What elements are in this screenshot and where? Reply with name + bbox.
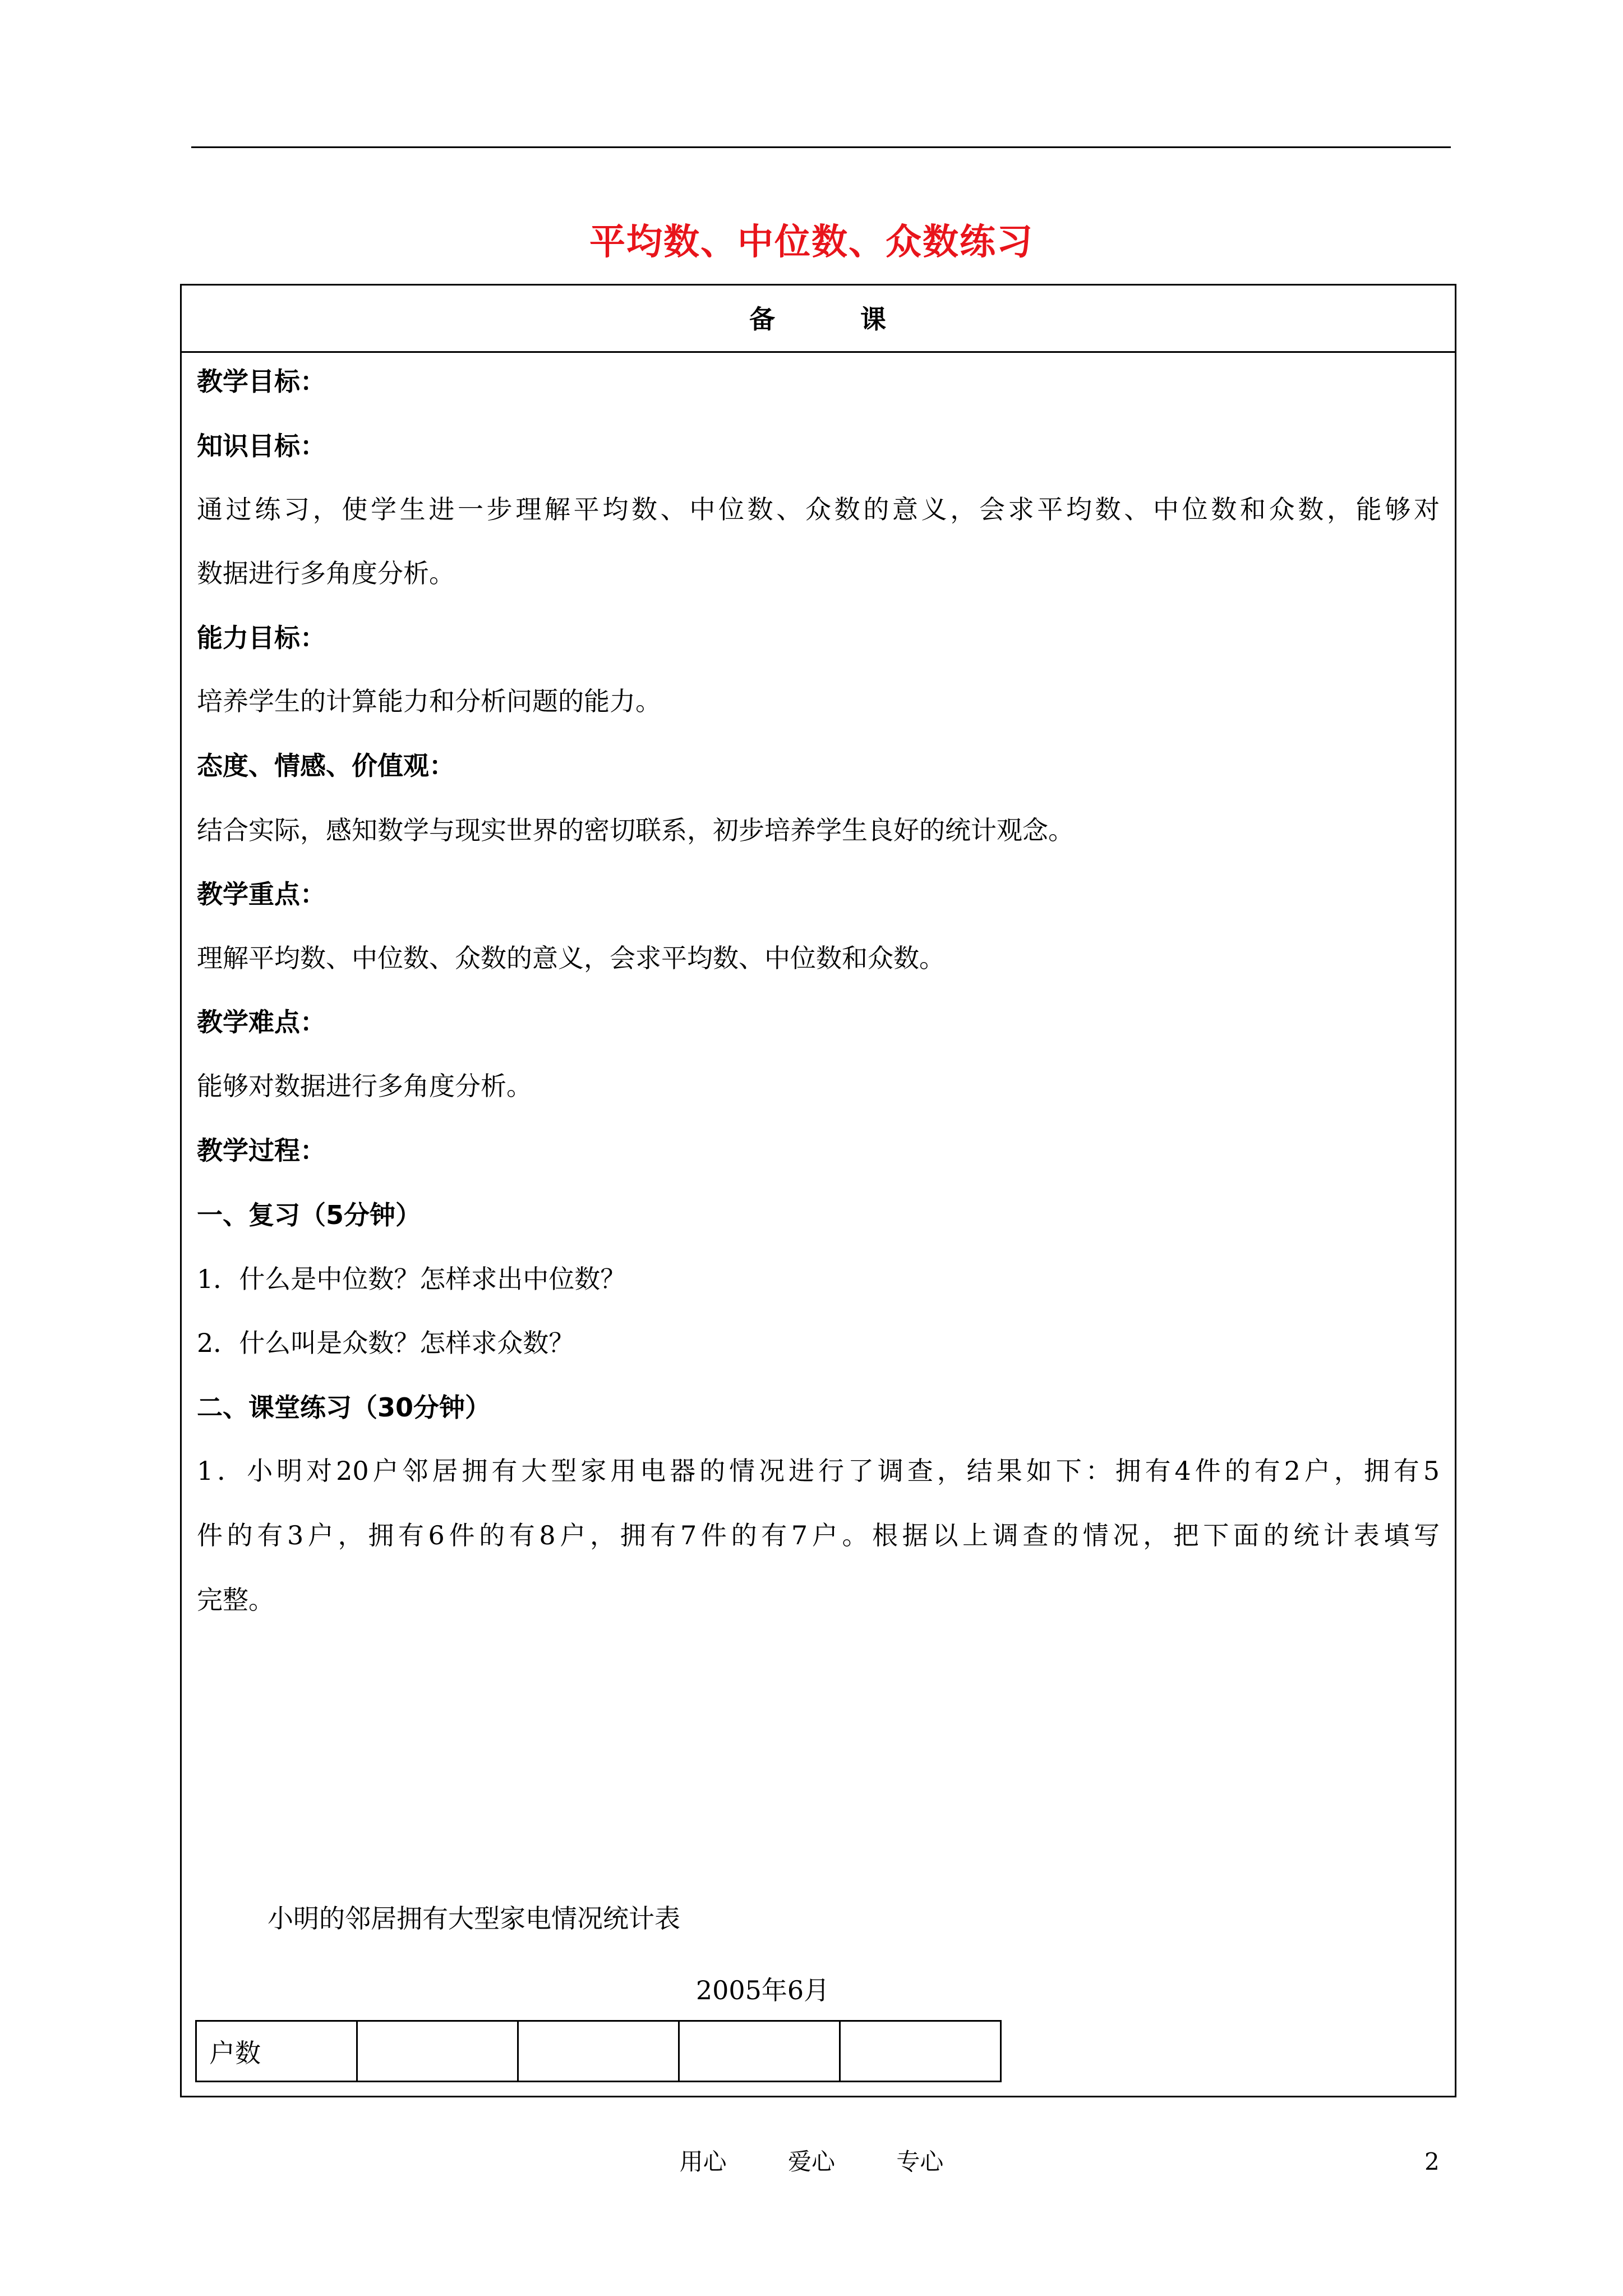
footer-item: 用心 — [679, 2148, 727, 2175]
footer-item: 爱心 — [787, 2148, 835, 2175]
table-row-label: 户数 — [196, 2021, 357, 2082]
table-cell — [840, 2021, 1001, 2082]
body-text-line: 件的有3户，拥有6件的有8户，拥有7件的有7户。根据以上调查的情况，把下面的统计表填写 — [197, 1520, 1440, 1550]
box-header-right: 课 — [860, 304, 887, 334]
page-number: 2 — [1424, 2148, 1440, 2175]
box-header-left: 备 — [749, 304, 776, 334]
section-heading: 一、复习（5分钟） — [197, 1200, 422, 1230]
table-caption: 小明的邻居拥有大型家电情况统计表 — [268, 1903, 680, 1934]
body-text-line: 通过练习，使学生进一步理解平均数、中位数、众数的意义，会求平均数、中位数和众数，能够对 — [197, 494, 1440, 524]
body-text-line: 1．小明对20户邻居拥有大型家用电器的情况进行了调查，结果如下：拥有4件的有2户，拥有5 — [197, 1456, 1440, 1486]
header-rule — [191, 146, 1451, 148]
body-text-line: 完整。 — [197, 1585, 274, 1615]
page-footer — [0, 2146, 1623, 2178]
table-cell — [357, 2021, 518, 2082]
document-title: 平均数、中位数、众数练习 — [589, 222, 1034, 263]
body-text-line: 数据进行多角度分析。 — [197, 558, 455, 588]
body-text-line: 能够对数据进行多角度分析。 — [197, 1071, 532, 1101]
section-heading: 教学过程： — [197, 1135, 326, 1166]
body-text-line: 2．什么叫是众数？怎样求众数？ — [197, 1328, 575, 1358]
section-heading: 教学重点： — [197, 879, 326, 909]
footer-item: 专心 — [896, 2148, 944, 2175]
section-heading: 教学难点： — [197, 1007, 326, 1037]
section-heading: 教学目标： — [197, 366, 326, 397]
table-date: 2005年6月 — [695, 1975, 830, 2005]
lesson-plan-box — [180, 284, 1456, 2097]
table-cell — [518, 2021, 679, 2082]
table-row — [196, 2021, 1001, 2082]
body-text-line: 培养学生的计算能力和分析问题的能力。 — [197, 686, 661, 716]
section-heading: 知识目标： — [197, 431, 326, 461]
body-text-line: 1．什么是中位数？怎样求出中位数？ — [197, 1264, 626, 1294]
table-cell — [679, 2021, 840, 2082]
box-header — [182, 286, 1455, 353]
body-text-line: 结合实际，感知数学与现实世界的密切联系，初步培养学生良好的统计观念。 — [197, 815, 1074, 845]
statistics-table — [195, 2020, 1002, 2082]
body-text-line: 理解平均数、中位数、众数的意义，会求平均数、中位数和众数。 — [197, 943, 945, 973]
section-heading: 态度、情感、价值观： — [197, 751, 455, 781]
section-heading: 能力目标： — [197, 623, 326, 653]
section-heading: 二、课堂练习（30分钟） — [197, 1392, 491, 1423]
